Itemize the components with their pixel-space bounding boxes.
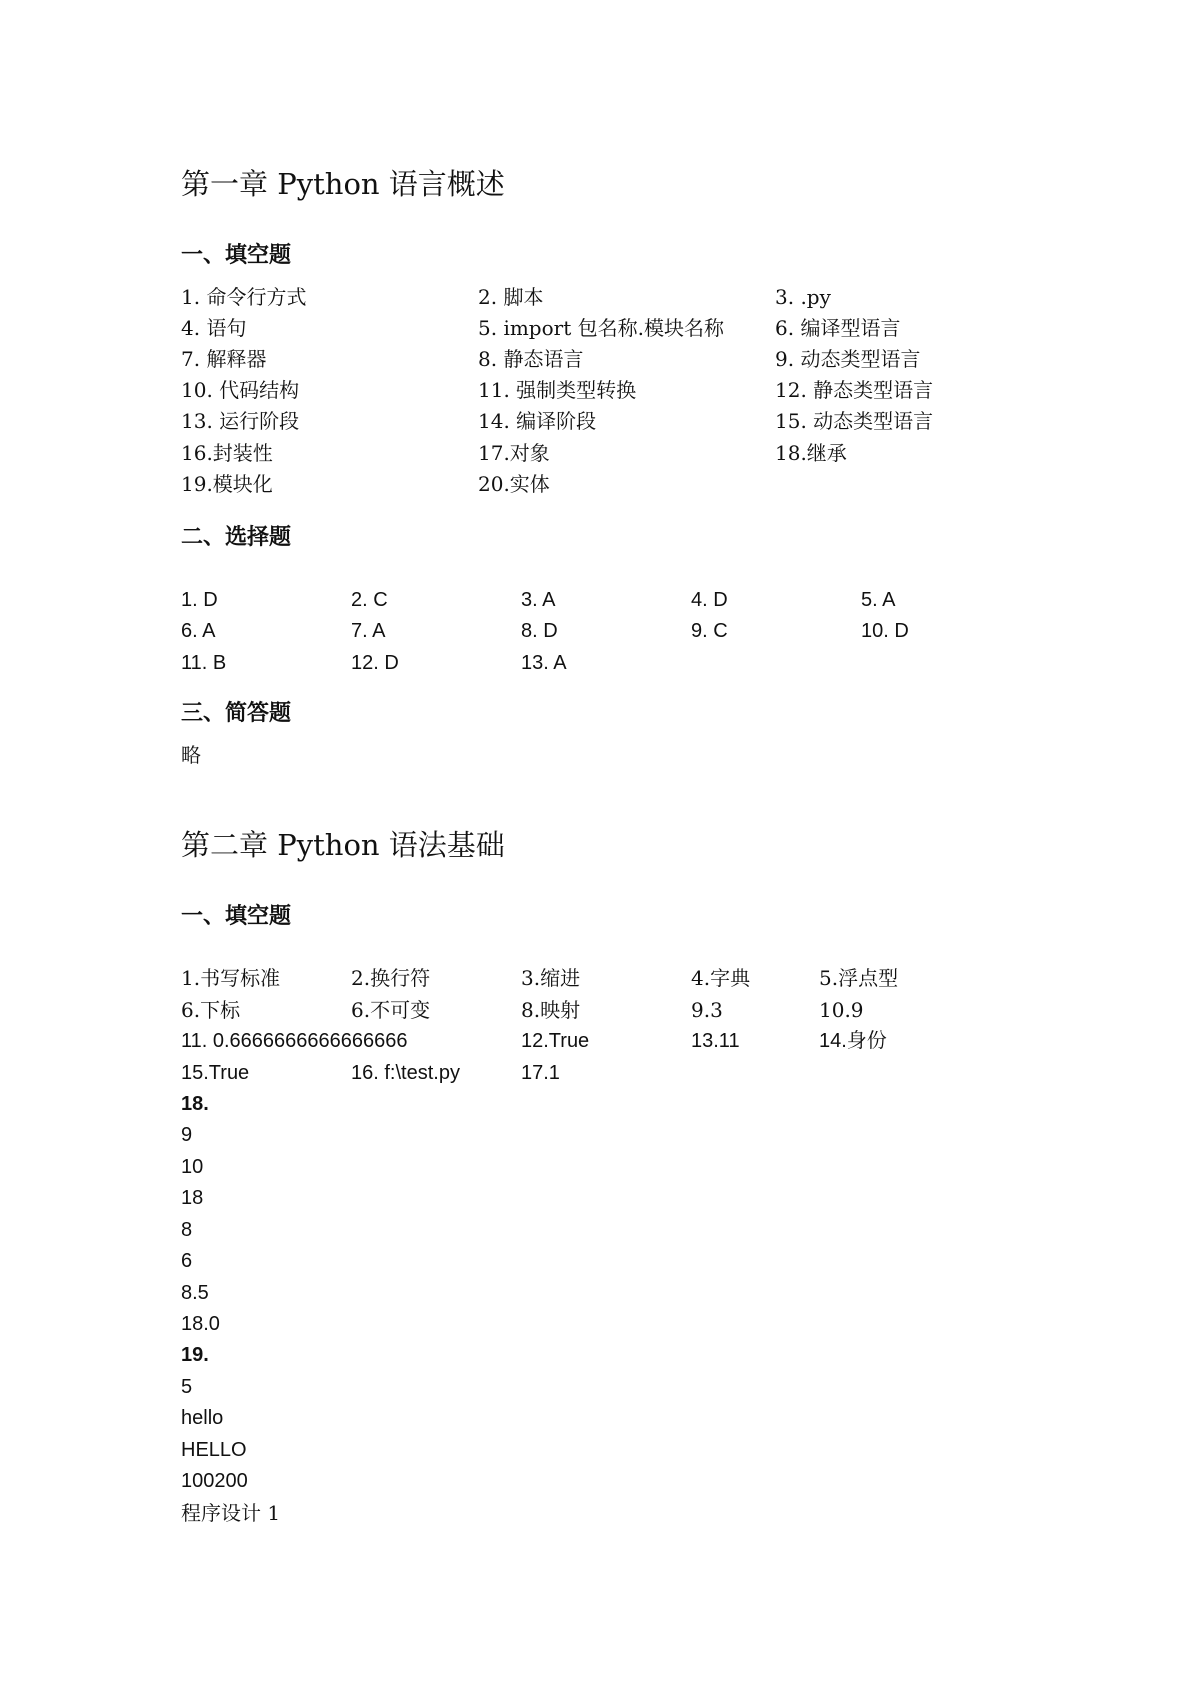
answer-cell: 13. 运行阶段 — [181, 409, 300, 433]
answer-cell: 11. 0.6666666666666666 — [181, 1030, 408, 1052]
answer-cell: 3.缩进 — [521, 966, 581, 990]
chapter1-choice-heading: 二、选择题 — [181, 524, 292, 550]
answer-cell: 2. C — [351, 589, 388, 611]
answer-cell: 6. A — [181, 620, 216, 642]
answer-cell: 1.书写标准 — [181, 966, 281, 990]
answer-cell: 14.身份 — [819, 1030, 887, 1052]
answer-cell: 1. D — [181, 589, 218, 611]
answer-cell: 9. C — [691, 620, 728, 642]
answer-cell: 2.换行符 — [351, 966, 431, 990]
answer-cell: 6.不可变 — [351, 998, 431, 1022]
answer-cell: 4. D — [691, 589, 728, 611]
answer-cell: 12. 静态类型语言 — [775, 378, 934, 402]
answer-cell: 15.True — [181, 1062, 250, 1084]
answer-cell: 3. A — [521, 589, 556, 611]
answer-row — [181, 315, 1031, 341]
output-line: 8.5 — [181, 1282, 209, 1304]
answer-cell: 12. D — [351, 652, 399, 674]
output-line: HELLO — [181, 1439, 247, 1461]
answer-cell: 9. 动态类型语言 — [775, 347, 921, 371]
chapter1-fill-blank-heading: 一、填空题 — [181, 242, 292, 268]
answer-cell: 19.模块化 — [181, 472, 273, 496]
answer-row — [181, 471, 1031, 497]
output-line: 5 — [181, 1376, 193, 1398]
answer-cell: 18.继承 — [775, 441, 847, 465]
short-answer-text: 略 — [181, 743, 201, 767]
question-19-label: 19. — [181, 1344, 209, 1366]
answer-row — [181, 650, 1031, 676]
answer-cell: 4.字典 — [691, 966, 751, 990]
chapter2-title: 第二章 Python 语法基础 — [181, 828, 505, 862]
output-line: 10 — [181, 1156, 204, 1178]
answer-row — [181, 618, 1031, 644]
answer-cell: 10. D — [861, 620, 909, 642]
answer-row — [181, 284, 1031, 310]
answer-row — [181, 1060, 1031, 1086]
answer-cell: 11. 强制类型转换 — [478, 378, 637, 402]
answer-cell: 6.下标 — [181, 998, 241, 1022]
answer-row — [181, 587, 1031, 613]
output-line: 8 — [181, 1219, 193, 1241]
answer-row — [181, 997, 1031, 1023]
answer-row — [181, 1028, 1031, 1054]
answer-cell: 11. B — [181, 652, 227, 674]
answer-cell: 5.浮点型 — [819, 966, 899, 990]
answer-row — [181, 440, 1031, 466]
output-line: 18 — [181, 1187, 204, 1209]
answer-cell: 5. import 包名称.模块名称 — [478, 316, 724, 340]
answer-cell: 16.封装性 — [181, 441, 273, 465]
answer-cell: 15. 动态类型语言 — [775, 409, 934, 433]
answer-cell: 14. 编译阶段 — [478, 409, 597, 433]
output-line: 18.0 — [181, 1313, 220, 1335]
answer-cell: 8. 静态语言 — [478, 347, 584, 371]
answer-cell: 1. 命令行方式 — [181, 285, 307, 309]
answer-cell: 7. A — [351, 620, 386, 642]
answer-cell: 3. .py — [775, 285, 831, 309]
answer-cell: 17.1 — [521, 1062, 560, 1084]
output-line: 程序设计 1 — [181, 1501, 281, 1525]
answer-cell: 20.实体 — [478, 472, 550, 496]
answer-row — [181, 965, 1031, 991]
output-line: 100200 — [181, 1470, 248, 1492]
output-line: 6 — [181, 1250, 193, 1272]
answer-cell: 13.11 — [691, 1030, 740, 1052]
answer-cell: 13. A — [521, 652, 567, 674]
answer-cell: 2. 脚本 — [478, 285, 544, 309]
answer-cell: 10. 代码结构 — [181, 378, 300, 402]
answer-cell: 4. 语句 — [181, 316, 247, 340]
answer-cell: 8.映射 — [521, 998, 581, 1022]
chapter1-short-answer-heading: 三、简答题 — [181, 700, 292, 726]
answer-cell: 8. D — [521, 620, 558, 642]
answer-cell: 16. f:\test.py — [351, 1062, 460, 1084]
answer-cell: 9.3 — [691, 998, 723, 1022]
output-line: 9 — [181, 1124, 193, 1146]
answer-row — [181, 408, 1031, 434]
answer-cell: 12.True — [521, 1030, 590, 1052]
chapter2-fill-blank-heading: 一、填空题 — [181, 903, 292, 929]
answer-cell: 7. 解释器 — [181, 347, 267, 371]
answer-cell: 10.9 — [819, 998, 864, 1022]
answer-row — [181, 377, 1031, 403]
answer-cell: 17.对象 — [478, 441, 550, 465]
chapter1-title: 第一章 Python 语言概述 — [181, 167, 505, 201]
question-18-label: 18. — [181, 1093, 209, 1115]
answer-row — [181, 346, 1031, 372]
answer-cell: 5. A — [861, 589, 896, 611]
answer-cell: 6. 编译型语言 — [775, 316, 901, 340]
output-line: hello — [181, 1407, 224, 1429]
